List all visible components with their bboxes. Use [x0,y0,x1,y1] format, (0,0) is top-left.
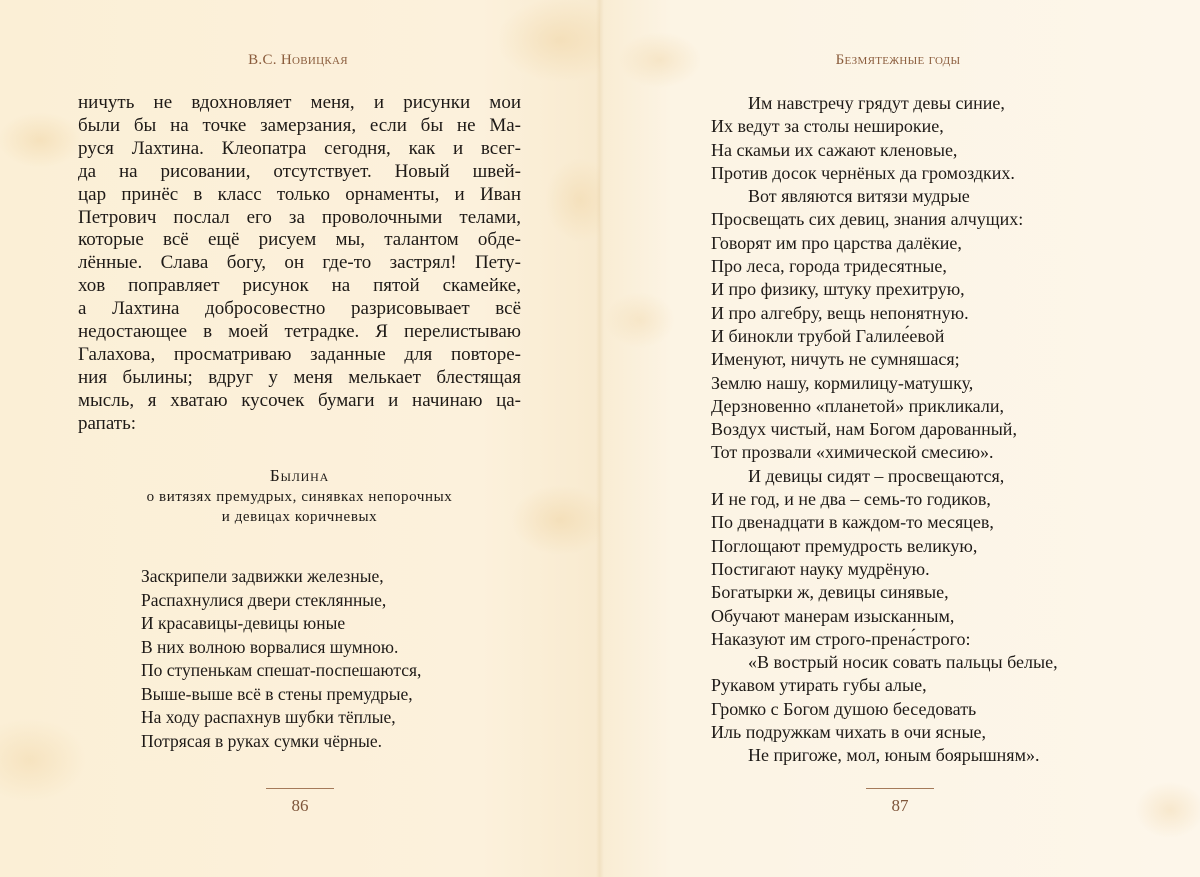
prose-line: которые всё ещё рисуем мы, талантом обде- [78,229,521,251]
verse-line: Рукавом утирать губы алые, [711,675,927,696]
verse-line: Просвещать сих девиц, знания алчущих: [711,209,1024,230]
verse-line: Про леса, города тридесятные, [711,256,947,277]
verse-line: Потрясая в руках сумки чёрные. [141,730,382,751]
poem-title: Былина [269,466,330,485]
verse-line: Против досок чернёных да громоздких. [711,162,1015,183]
prose-line: Галахова, просматриваю заданные для повторе- [78,343,521,365]
verse-line: Землю нашу, кормилицу-матушку, [711,372,974,393]
prose-block [78,92,521,436]
verse-line: Распахнулися двери стеклянные, [141,589,387,610]
prose-line: недостающее в моей тетрадке. Я перелистываю [78,321,521,343]
book-title: Безмятежные годы [835,52,961,68]
verse-line: Вот являются витязи мудрые [748,186,970,207]
verse-line: И не год, и не два – семь-то годиков, [711,489,991,510]
prose-line: были бы на точке замерзания, если бы не Ма- [78,114,521,136]
verse-line: Заскрипели задвижки железные, [141,566,384,586]
verse-line: Именуют, ничуть не сумняшася; [711,349,960,370]
verse-line: И бинокли трубой Галиле́евой [711,325,945,346]
verse-line: Богатырки ж, девицы синявые, [711,582,949,603]
page-number-left: 86 [291,796,309,815]
right-page [600,0,1200,877]
verse-line: И красавицы-девицы юные [141,613,346,633]
running-head-title [600,52,1200,69]
verse-line: Обучают манерам изысканным, [711,605,955,626]
prose-line: ния былины; вдруг у меня мелькает блестящая [78,366,521,388]
verse-line: Воздух чистый, нам Богом дарованный, [711,419,1017,440]
verse-line: Постигают науку мудрёную. [711,558,930,579]
running-head-author [0,52,600,69]
prose-line: руся Лахтина. Клеопатра сегодня, как и всег- [78,137,521,159]
prose-line: ничуть не вдохновляет меня, и рисунки мои [78,92,521,113]
poem-heading [78,465,521,527]
prose-line: рапать: [78,412,137,434]
verse-line: В них волною ворвалися шумною. [141,636,399,657]
prose-line: а Лахтина добросовестно разрисовывает всё [78,298,521,320]
prose-line: лённые. Слава богу, он где-то застрял! Пету- [78,252,521,274]
verse-line: По ступенькам спешат-поспешаются, [141,660,422,680]
prose-line: мысль, я хватаю кусочек бумаги и начинаю ца- [78,389,521,411]
verse-block-left [141,565,421,753]
verse-line: Выше-выше всё в стены премудрые, [141,683,413,704]
prose-line: да на рисовании, отсутствует. Новый швей- [78,160,521,182]
prose-line: Петрович послал его за проволочными телами, [78,206,521,228]
poem-subtitle-line-2: и девицах коричневых [221,509,378,525]
footer-rule [266,788,334,789]
verse-line: На скамьи их сажают кленовые, [711,139,958,160]
verse-line: Иль подружкам чихать в очи ясные, [711,722,987,743]
prose-line: цар принёс в класс только орнаменты, и Иван [78,183,521,205]
verse-line: Дерзновенно «планетой» прикликали, [711,395,1004,416]
poem-subtitle-line-1: о витязях премудрых, синявках непорочных [146,489,453,505]
book-gutter [596,0,604,877]
author-name: В.С. Новицкая [248,52,348,68]
verse-line: Тот прозвали «химической смесию». [711,442,994,463]
verse-line: Наказуют им строго-прена́строго: [711,628,971,649]
verse-line: Поглощают премудрость великую, [711,535,978,556]
verse-line: И про алгебру, вещь непонятную. [711,302,969,323]
verse-line: Им навстречу грядут девы синие, [748,93,1005,113]
verse-line: По двенадцати в каждом-то месяцев, [711,512,994,533]
verse-line: И девицы сидят – просвещаются, [748,465,1005,486]
verse-line: Говорят им про царства далёкие, [711,232,962,253]
verse-line: Громко с Богом душою беседовать [711,698,977,719]
verse-line: Их ведут за столы неширокие, [711,116,944,137]
footer-rule [866,788,934,789]
verse-line: Не пригоже, мол, юным боярышням». [748,745,1040,766]
page-number-right: 87 [891,796,909,815]
prose-line: хов поправляет рисунок на пятой скамейке, [78,275,521,297]
verse-line: «В вострый носик совать пальцы белые, [748,652,1058,673]
verse-line: На ходу распахнув шубки тёплые, [141,707,396,727]
verse-line: И про физику, штуку прехитрую, [711,279,965,300]
verse-block-right [711,92,1058,768]
